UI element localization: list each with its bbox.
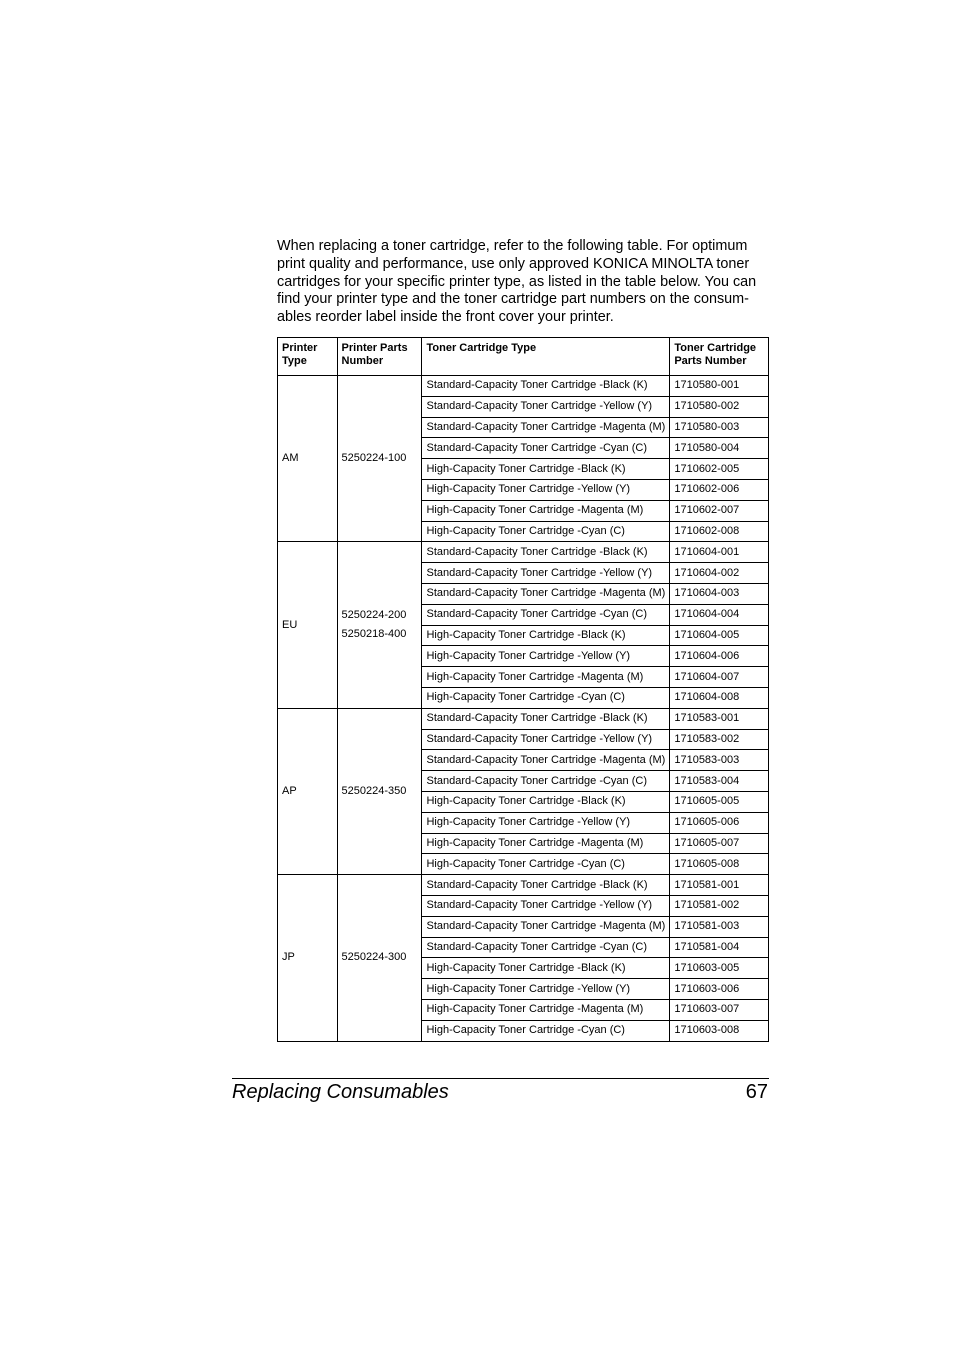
toner-cartridge-type-cell: Standard-Capacity Toner Cartridge -Black (K)	[422, 542, 670, 563]
table-row	[278, 376, 769, 397]
header-printer-parts-number: Printer Parts Number	[337, 338, 422, 376]
toner-cartridge-type-cell: Standard-Capacity Toner Cartridge -Cyan (C)	[422, 438, 670, 459]
table-row	[278, 708, 769, 729]
printer-parts-number: 5250224-100	[341, 452, 407, 465]
toner-parts-number-cell: 1710602-008	[670, 521, 769, 542]
toner-parts-number-cell: 1710580-003	[670, 417, 769, 438]
table-row	[278, 875, 769, 896]
toner-cartridge-type-cell: Standard-Capacity Toner Cartridge -Black (K)	[422, 708, 670, 729]
toner-cartridge-type-cell: Standard-Capacity Toner Cartridge -Cyan (C)	[422, 771, 670, 792]
toner-parts-number-cell: 1710605-005	[670, 791, 769, 812]
toner-cartridge-type-cell: High-Capacity Toner Cartridge -Yellow (Y)	[422, 646, 670, 667]
intro-paragraph: When replacing a toner cartridge, refer to the following table. For optimum print quality and performance, use only approved KONICA MINOLTA toner cartridges for your specific printer type, as listed in the table below. You can find your printer type and the toner cartridge part numbers on the consum-ables reorder label inside the front cover your printer.	[277, 238, 757, 326]
toner-cartridge-type-cell: High-Capacity Toner Cartridge -Black (K)	[422, 958, 670, 979]
toner-cartridge-type-cell: Standard-Capacity Toner Cartridge -Yellow (Y)	[422, 729, 670, 750]
toner-parts-number-cell: 1710605-006	[670, 812, 769, 833]
printer-parts-number: 5250224-300	[341, 951, 407, 964]
toner-parts-number-cell: 1710581-002	[670, 895, 769, 916]
toner-cartridge-type-cell: Standard-Capacity Toner Cartridge -Yellow (Y)	[422, 396, 670, 417]
toner-cartridge-type-cell: Standard-Capacity Toner Cartridge -Magenta (M)	[422, 583, 670, 604]
toner-parts-number-cell: 1710604-002	[670, 563, 769, 584]
toner-parts-number-cell: 1710604-003	[670, 583, 769, 604]
toner-cartridge-type-cell: Standard-Capacity Toner Cartridge -Magenta (M)	[422, 916, 670, 937]
header-toner-parts-number: Toner Cartridge Parts Number	[670, 338, 769, 376]
printer-type-cell: JP	[278, 875, 338, 1041]
toner-parts-number-cell: 1710583-003	[670, 750, 769, 771]
toner-cartridge-type-cell: High-Capacity Toner Cartridge -Magenta (M)	[422, 999, 670, 1020]
footer-section-title: Replacing Consumables	[232, 1081, 449, 1103]
table-body	[278, 376, 769, 1042]
toner-parts-number-cell: 1710603-008	[670, 1020, 769, 1041]
printer-parts-number-cell	[337, 708, 422, 874]
toner-parts-number-cell: 1710583-002	[670, 729, 769, 750]
toner-parts-number-cell: 1710583-001	[670, 708, 769, 729]
toner-parts-number-cell: 1710605-007	[670, 833, 769, 854]
table-row	[278, 542, 769, 563]
toner-cartridge-type-cell: High-Capacity Toner Cartridge -Cyan (C)	[422, 521, 670, 542]
toner-cartridge-type-cell: High-Capacity Toner Cartridge -Cyan (C)	[422, 687, 670, 708]
footer-divider	[232, 1078, 769, 1079]
toner-parts-number-cell: 1710604-008	[670, 687, 769, 708]
printer-parts-number-cell	[337, 875, 422, 1041]
toner-cartridge-type-cell: High-Capacity Toner Cartridge -Black (K)	[422, 625, 670, 646]
toner-cartridge-type-cell: Standard-Capacity Toner Cartridge -Black (K)	[422, 376, 670, 397]
toner-cartridge-type-cell: High-Capacity Toner Cartridge -Yellow (Y)	[422, 812, 670, 833]
toner-parts-number-cell: 1710580-002	[670, 396, 769, 417]
printer-parts-number-cell	[337, 542, 422, 708]
printer-parts-number-cell	[337, 376, 422, 542]
toner-cartridge-type-cell: Standard-Capacity Toner Cartridge -Magenta (M)	[422, 417, 670, 438]
toner-cartridge-type-cell: Standard-Capacity Toner Cartridge -Cyan (C)	[422, 937, 670, 958]
toner-parts-number-cell: 1710581-001	[670, 875, 769, 896]
toner-cartridge-type-cell: High-Capacity Toner Cartridge -Magenta (M)	[422, 500, 670, 521]
toner-parts-number-cell: 1710604-005	[670, 625, 769, 646]
header-toner-cartridge-type: Toner Cartridge Type	[422, 338, 670, 376]
toner-cartridge-type-cell: High-Capacity Toner Cartridge -Yellow (Y)	[422, 479, 670, 500]
printer-parts-number: 5250224-200	[341, 609, 407, 622]
toner-parts-number-cell: 1710604-007	[670, 667, 769, 688]
toner-cartridge-type-cell: Standard-Capacity Toner Cartridge -Yellow (Y)	[422, 895, 670, 916]
toner-cartridge-table	[277, 337, 769, 1042]
toner-cartridge-type-cell: High-Capacity Toner Cartridge -Black (K)	[422, 791, 670, 812]
toner-parts-number-cell: 1710604-006	[670, 646, 769, 667]
printer-parts-number: 5250218-400	[341, 628, 407, 641]
printer-type-cell: AM	[278, 376, 338, 542]
toner-parts-number-cell: 1710602-005	[670, 459, 769, 480]
toner-cartridge-type-cell: High-Capacity Toner Cartridge -Magenta (M)	[422, 667, 670, 688]
toner-parts-number-cell: 1710605-008	[670, 854, 769, 875]
printer-parts-number: 5250224-350	[341, 784, 407, 797]
toner-parts-number-cell: 1710580-001	[670, 376, 769, 397]
toner-cartridge-type-cell: High-Capacity Toner Cartridge -Cyan (C)	[422, 854, 670, 875]
toner-parts-number-cell: 1710603-007	[670, 999, 769, 1020]
toner-parts-number-cell: 1710602-007	[670, 500, 769, 521]
toner-cartridge-type-cell: High-Capacity Toner Cartridge -Cyan (C)	[422, 1020, 670, 1041]
printer-type-cell: EU	[278, 542, 338, 708]
toner-parts-number-cell: 1710581-004	[670, 937, 769, 958]
header-printer-type: Printer Type	[278, 338, 338, 376]
toner-parts-number-cell: 1710603-005	[670, 958, 769, 979]
printer-type-cell: AP	[278, 708, 338, 874]
toner-parts-number-cell: 1710604-001	[670, 542, 769, 563]
toner-parts-number-cell: 1710603-006	[670, 979, 769, 1000]
toner-parts-number-cell: 1710581-003	[670, 916, 769, 937]
toner-cartridge-type-cell: Standard-Capacity Toner Cartridge -Magenta (M)	[422, 750, 670, 771]
toner-cartridge-type-cell: Standard-Capacity Toner Cartridge -Cyan (C)	[422, 604, 670, 625]
toner-cartridge-type-cell: High-Capacity Toner Cartridge -Black (K)	[422, 459, 670, 480]
toner-cartridge-type-cell: Standard-Capacity Toner Cartridge -Black (K)	[422, 875, 670, 896]
toner-parts-number-cell: 1710602-006	[670, 479, 769, 500]
toner-cartridge-type-cell: High-Capacity Toner Cartridge -Magenta (M)	[422, 833, 670, 854]
toner-parts-number-cell: 1710604-004	[670, 604, 769, 625]
toner-parts-number-cell: 1710583-004	[670, 771, 769, 792]
toner-cartridge-type-cell: Standard-Capacity Toner Cartridge -Yellow (Y)	[422, 563, 670, 584]
toner-cartridge-type-cell: High-Capacity Toner Cartridge -Yellow (Y)	[422, 979, 670, 1000]
toner-parts-number-cell: 1710580-004	[670, 438, 769, 459]
footer-page-number: 67	[745, 1081, 768, 1103]
table-header-row	[278, 338, 769, 376]
